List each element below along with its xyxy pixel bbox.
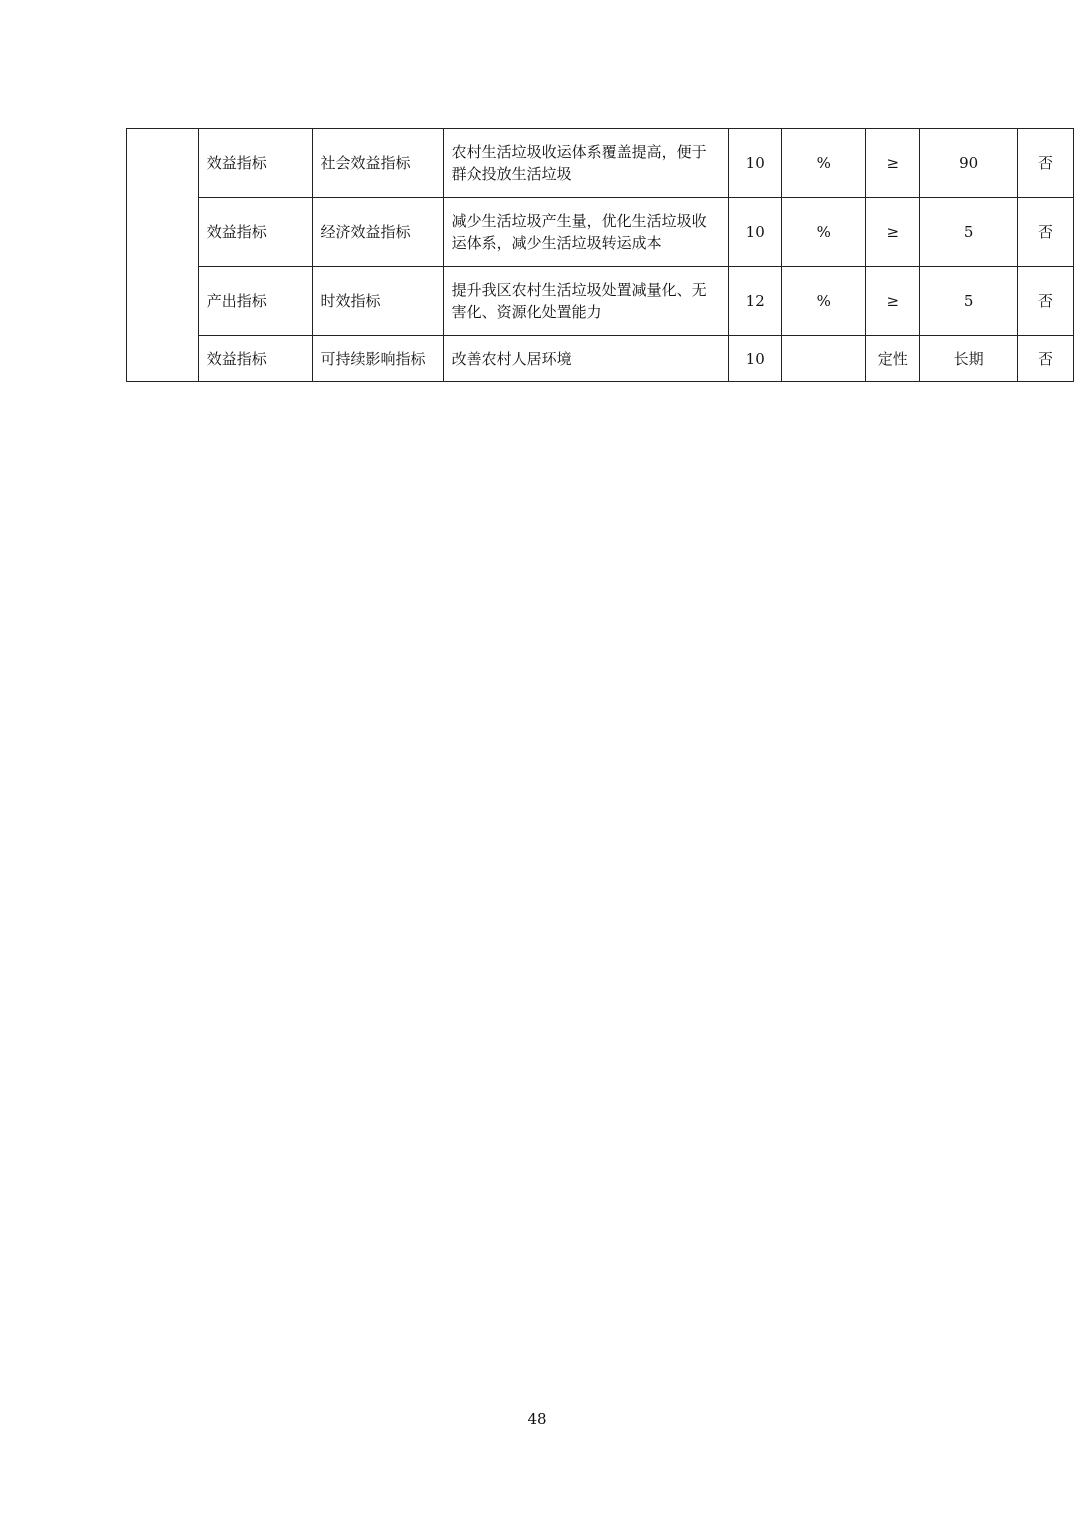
level1-indicator-cell: 产出指标 xyxy=(198,267,312,336)
target-value-cell: 90 xyxy=(920,129,1018,198)
level2-indicator-cell: 可持续影响指标 xyxy=(312,336,443,382)
target-value-cell: 长期 xyxy=(920,336,1018,382)
operator-cell: ≥ xyxy=(866,198,920,267)
operator-cell: ≥ xyxy=(866,129,920,198)
indicator-description-cell: 提升我区农村生活垃圾处置减量化、无害化、资源化处置能力 xyxy=(443,267,728,336)
score-cell: 12 xyxy=(729,267,782,336)
unit-cell xyxy=(782,336,866,382)
operator-cell: ≥ xyxy=(866,267,920,336)
table-row xyxy=(127,267,1074,336)
page-number: 48 xyxy=(527,1410,547,1428)
operator-cell: 定性 xyxy=(866,336,920,382)
unit-cell: % xyxy=(782,198,866,267)
core-indicator-cell: 否 xyxy=(1017,129,1073,198)
unit-cell: % xyxy=(782,267,866,336)
score-cell: 10 xyxy=(729,129,782,198)
merged-blank-cell xyxy=(127,129,199,382)
level1-indicator-cell: 效益指标 xyxy=(198,129,312,198)
level1-indicator-cell: 效益指标 xyxy=(198,198,312,267)
level2-indicator-cell: 时效指标 xyxy=(312,267,443,336)
table-row xyxy=(127,198,1074,267)
level2-indicator-cell: 社会效益指标 xyxy=(312,129,443,198)
indicator-description-cell: 减少生活垃圾产生量，优化生活垃圾收运体系，减少生活垃圾转运成本 xyxy=(443,198,728,267)
level1-indicator-cell: 效益指标 xyxy=(198,336,312,382)
level2-indicator-cell: 经济效益指标 xyxy=(312,198,443,267)
indicator-description-cell: 农村生活垃圾收运体系覆盖提高，便于群众投放生活垃圾 xyxy=(443,129,728,198)
core-indicator-cell: 否 xyxy=(1017,198,1073,267)
score-cell: 10 xyxy=(729,336,782,382)
core-indicator-cell: 否 xyxy=(1017,267,1073,336)
table-row xyxy=(127,129,1074,198)
score-cell: 10 xyxy=(729,198,782,267)
core-indicator-cell: 否 xyxy=(1017,336,1073,382)
target-value-cell: 5 xyxy=(920,198,1018,267)
performance-indicator-table xyxy=(126,128,1074,382)
indicator-description-cell: 改善农村人居环境 xyxy=(443,336,728,382)
target-value-cell: 5 xyxy=(920,267,1018,336)
unit-cell: % xyxy=(782,129,866,198)
table-row xyxy=(127,336,1074,382)
